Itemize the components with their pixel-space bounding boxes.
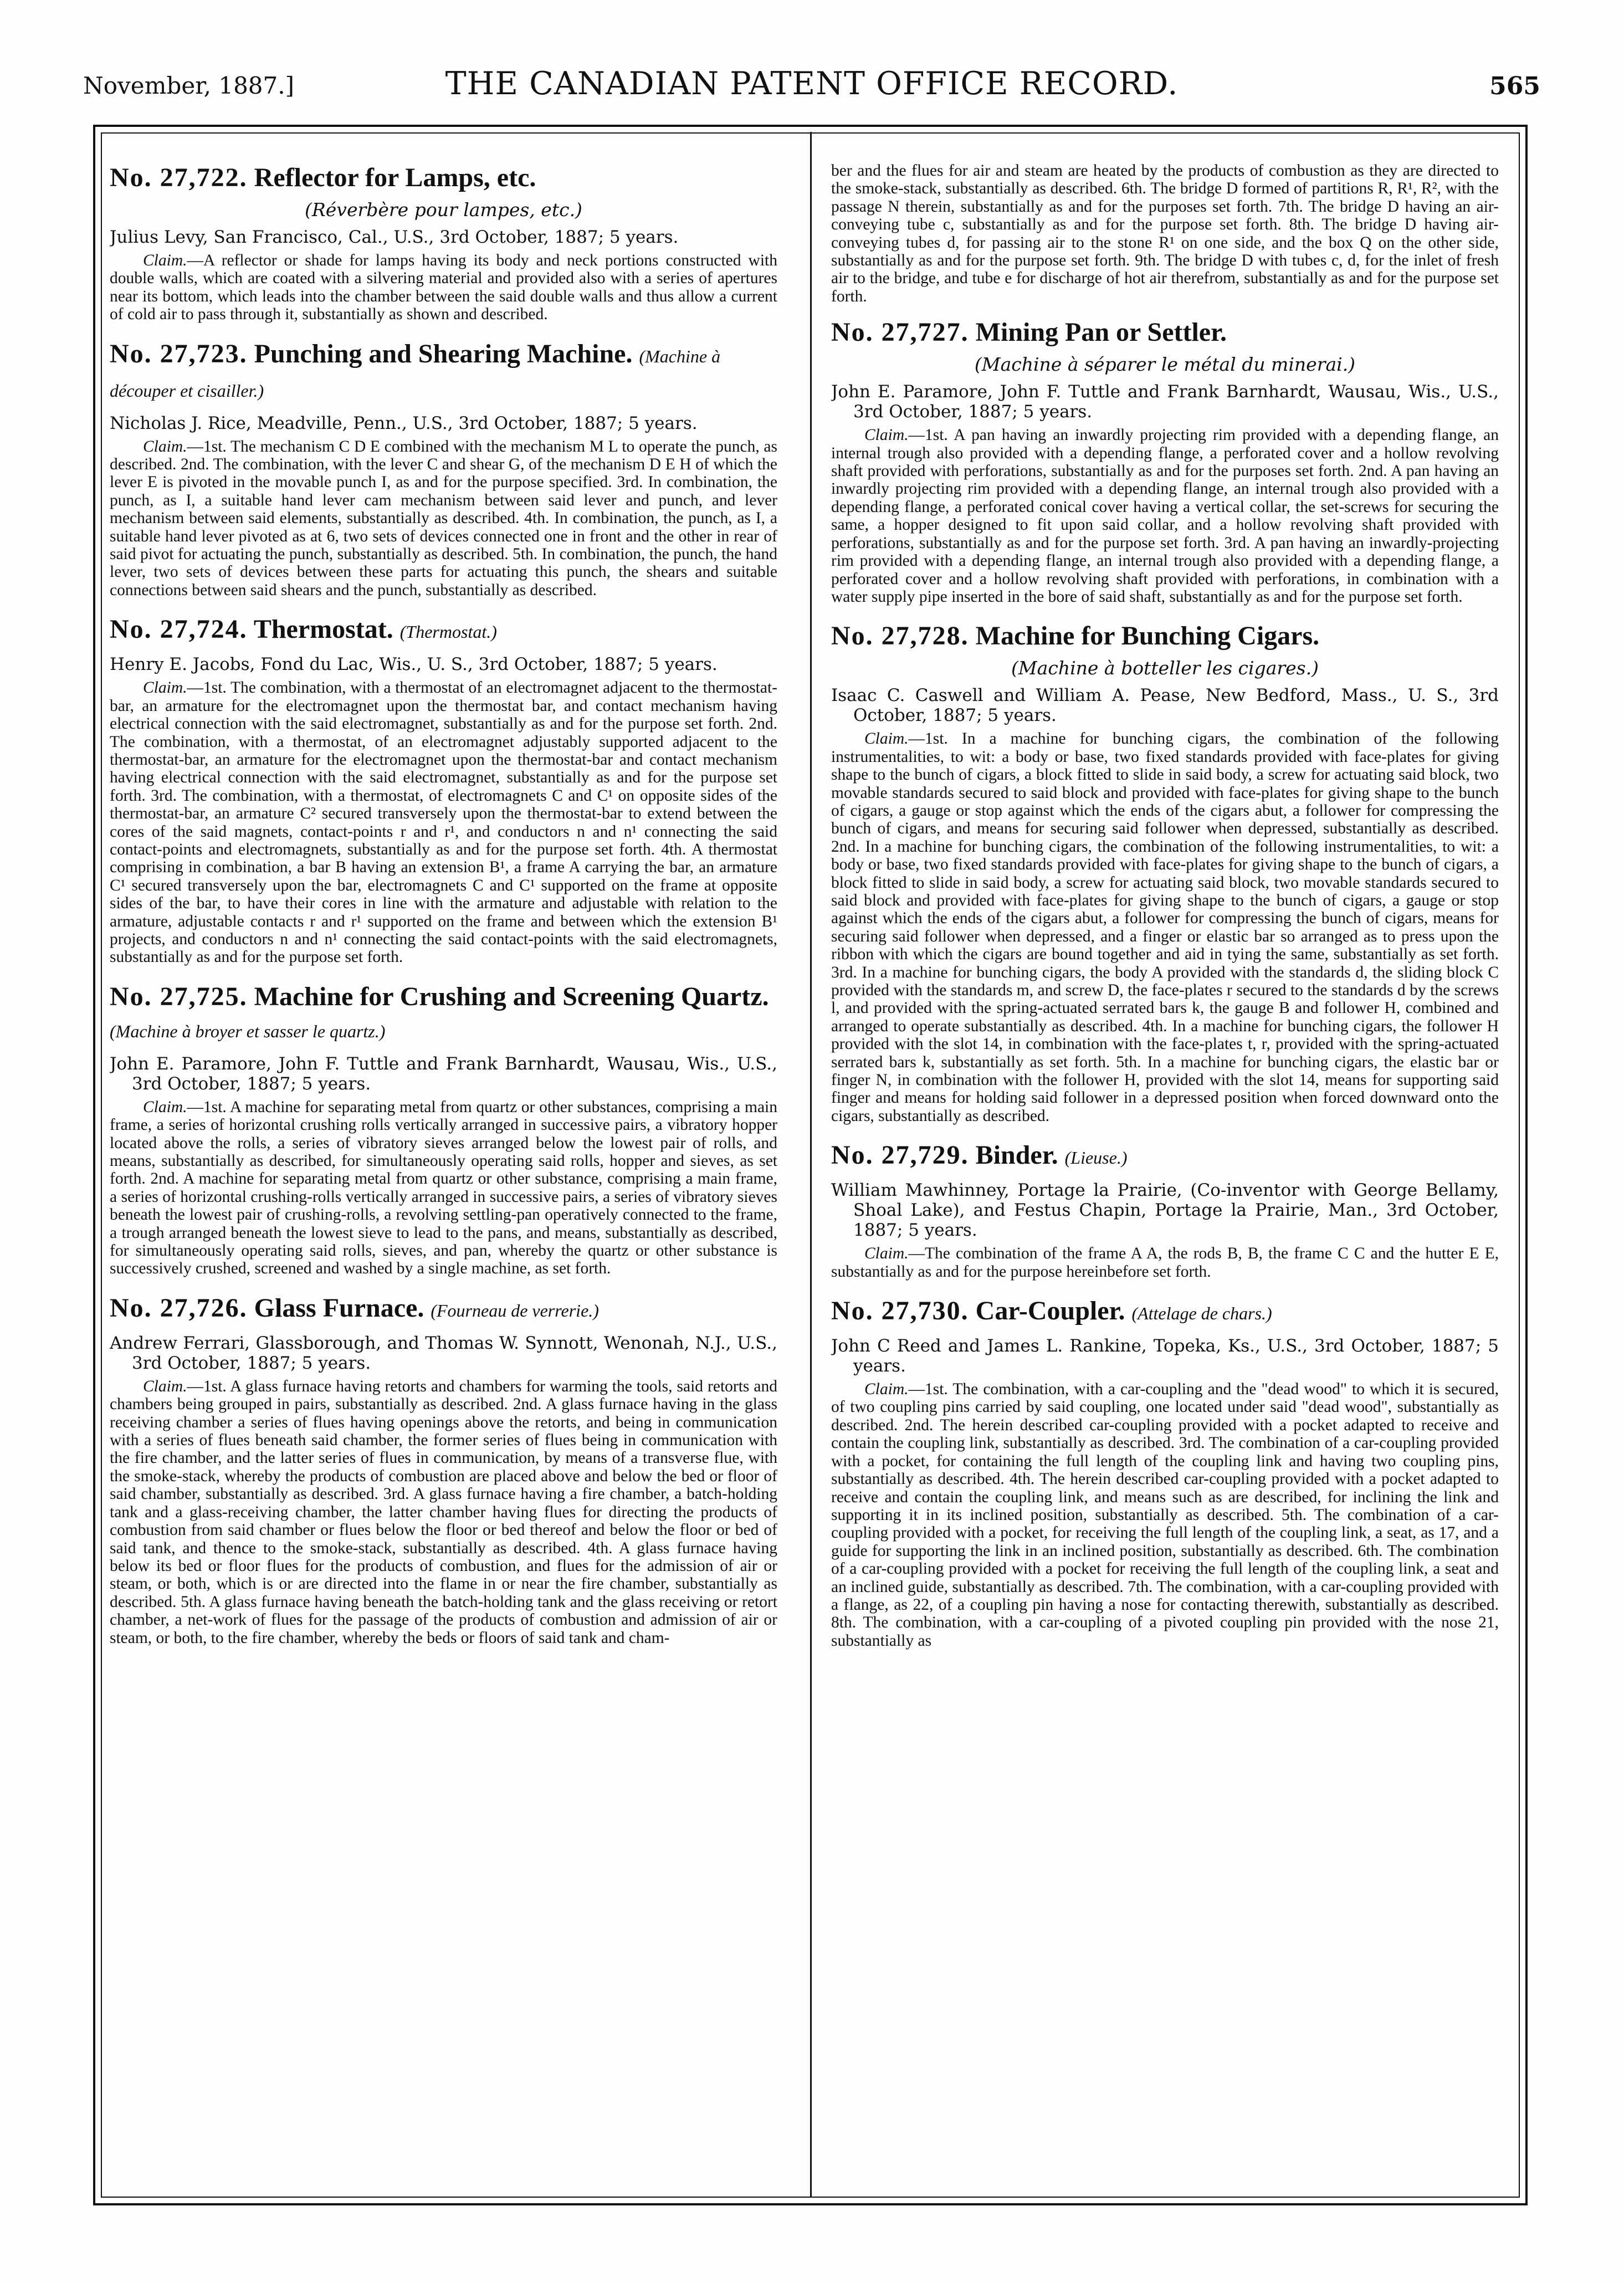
- patent-entry: [110, 162, 777, 324]
- inventors: John E. Paramore, John F. Tuttle and Frank Barnhardt, Wausau, Wis., U.S., 3rd October, 1887; 5 years.: [110, 1053, 777, 1094]
- claim-label: Claim.: [143, 679, 187, 697]
- column-divider: [810, 132, 812, 2198]
- patent-entry: [831, 1139, 1499, 1281]
- claim-label: Claim.: [864, 1245, 909, 1263]
- patent-title: Binder.: [975, 1140, 1058, 1170]
- patent-entry: [110, 613, 777, 966]
- claim-label: Claim.: [864, 730, 909, 748]
- patent-entry: [831, 620, 1499, 1125]
- french-title: (Attelage de chars.): [1131, 1303, 1272, 1324]
- running-head: [83, 51, 1540, 106]
- patent-title: Mining Pan or Settler.: [975, 318, 1227, 347]
- french-title: (Réverbère pour lampes, etc.): [305, 199, 582, 221]
- entry-heading: [110, 1292, 777, 1327]
- patent-entry: [831, 316, 1499, 606]
- patent-title: Car-Coupler.: [975, 1296, 1125, 1326]
- claim-body: —1st. A pan having an inwardly projecting rim provided with a depending flange, an internal trough also provided with a depending flange, a perforated cover and a hollow revolving shaft provided with perforations, substantially as and for the purposes set forth. 2nd. A pan having an inwardly projecting rim provided with a depending flange, an internal trough also provided with a depending flange, a perforated conical cover having a vertical collar, the set-screws for securing the same, a hopper designed to fit upon said collar, and a hollow revolving shaft provided with perforations, substantially as and for the purpose set forth. 3rd. A pan having an inwardly-projecting rim provided with a depending flange, an internal trough also provided with a depending flange, a perforated cover and a hollow revolving shaft provided with perforations, in combination with a water supply pipe inserted in the bore of said shaft, substantially as and for the purpose set forth.: [831, 426, 1499, 606]
- claim-body: —1st. A glass furnace having retorts and chambers for warming the tools, said retorts and chambers being grouped in pairs, substantially as described. 2nd. A glass furnace having in the glass receiving chamber a series of flues having openings above the retorts, and being in communication with a series of flues beneath said chamber, the former series of flues being in communication with the fire chamber, and the latter series of flues in communication, by means of a transverse flue, with the smoke-stack, whereby the products of combustion are placed above and below the bed or floor of said chamber, substantially as described. 3rd. A glass furnace having a fire chamber, a batch-holding tank and a glass-receiving chamber, the latter chamber having flues for directing the products of combustion from said chamber or flues below the floor or bed thereof and below the floor or bed of said tank, and thence to the smoke-stack, substantially as described. 4th. A glass furnace having below its bed or floor flues for the products of combustion, and flues for the admission of air or steam, or both, which is or are directed into the flame in or near the fire chamber, substantially as described. 5th. A glass furnace having beneath the batch-holding tank and the glass receiving or retort chamber, a net-work of flues for the passage of the products of combustion and admission of air or steam, or both, to the fire chamber, whereby the beds or floors of said tank and cham-: [110, 1377, 777, 1647]
- french-title: (Lieuse.): [1064, 1148, 1128, 1168]
- inventors: Andrew Ferrari, Glassborough, and Thomas W. Synnott, Wenonah, N.J., U.S., 3rd October, 1887; 5 years.: [110, 1333, 777, 1373]
- entry-heading: [110, 162, 777, 194]
- claim-text: [831, 1380, 1499, 1650]
- french-title: (Fourneau de verrerie.): [431, 1300, 599, 1320]
- patent-number: No. 27,725.: [110, 981, 248, 1011]
- french-title: (Machine à broyer et sasser le quartz.): [110, 1021, 386, 1041]
- journal-title: THE CANADIAN PATENT OFFICE RECORD.: [445, 65, 1179, 102]
- patent-number: No. 27,730.: [831, 1296, 969, 1326]
- patent-number: No. 27,729.: [831, 1140, 969, 1170]
- claim-body: —1st. The combination, with a thermostat of an electromagnet adjacent to the thermostat-bar, an armature for the electromagnet upon the thermostat bar, and contact mechanism having electrical connection with the said electromagnet, substantially as and for the purpose set forth. 2nd. The combination, with a thermostat, of an electromagnet adjustably supported adjacent to the thermostat-bar, an armature for the electromagnet upon the thermostat-bar and contact mechanism having electrical connection with the said electromagnet, substantially as and for the purpose set forth. 3rd. The combination, with a thermostat, of electromagnets C and C¹ on opposite sides of the thermostat-bar, an armature C² secured transversely upon the thermostat-bar to extend between the cores of the said magnets, contact-points r and r¹, and conductors n and n¹ connecting the said contact-points and electromagnets, substantially as and for the purpose set forth. 4th. A thermostat comprising in combination, a bar B having an extension B¹, a frame A carrying the bar, an armature C¹ secured transversely upon the bar, electromagnets C and C¹ supported on the frame at opposite sides of the bar, to have their cores in line with the armature and adjustable with relation to the armature, adjustable contacts r and r¹ supported on the frame and between which the extension B¹ projects, and conductors n and n¹ connecting the said contact-points with the said electromagnets, substantially as and for the purpose set forth.: [110, 679, 777, 966]
- left-column: [110, 162, 777, 2195]
- claim-text: [110, 1378, 777, 1647]
- claim-body: —1st. In a machine for bunching cigars, the combination of the following instrumentalities, to wit: a body or base, two fixed standards provided with face-plates for giving shape to the bunch of cigars, a block fitted to slide in said body, a screw for actuating said block, two movable standards secured to said block and provided with face-plates for giving shape to the bunch of cigars, a gauge or stop against which the ends of the cigars abut, a follower for compressing the bunch of cigars, and means for securing said follower when depressed, substantially as described. 2nd. In a machine for bunching cigars, the combination of the following instrumentalities, to wit: a body or base, two fixed standards provided with face-plates for giving shape to the bunch of cigars, a block fitted to slide in said body, a screw for actuating said block, two movable standards secured to said block and provided with face-plates for giving shape to the bunch of cigars, a gauge or stop against which the ends of the cigars abut, a follower for compressing the bunch of cigars, means for securing said follower when depressed, and a finger or elastic bar so arranged as to press upon the ribbon with which the cigars are bound together and aid in tying the same, substantially as set forth. 3rd. In a machine for bunching cigars, the body A provided with the standards d, the sliding block C provided with the standards m, and screw D, the face-plates r secured to the standards d by the screws l, and provided with the spring-actuated serrated bars k, the gauge B and follower H, combined and arranged to operate substantially as described. 4th. In a machine for bunching cigars, the follower H provided with the slot 14, in combination with the face-plates t, r, provided with the spring-actuated serrated bars k, substantially as set forth. 5th. In a machine for bunching cigars, the elastic bar or finger N, in combination with the follower H, provided with the slot 14, means for supporting said finger and means for holding said follower in a depressed position when forced downward onto the cigars, substantially as described.: [831, 730, 1499, 1125]
- continuation-text: ber and the flues for air and steam are heated by the products of combustion as they are directed to the smoke-stack, substantially as described. 6th. The bridge D formed of partitions R, R¹, R², with the passage N therein, substantially as and for the purposes set forth. 7th. The bridge D having an air-conveying tube c, substantially as and for the purpose set forth. 8th. The bridge D having air-conveying tubes d, for passing air to the stone R¹ on one side, and the box Q on the other side, substantially as and for the purpose set forth. 9th. The bridge D with tubes c, d, for the inlet of fresh air to the bridge, and tube e for discharge of hot air therefrom, substantially as and for the purpose set forth.: [831, 162, 1499, 305]
- claim-body: —1st. The combination, with a car-coupling and the "dead wood" to which it is secured, of two coupling pins carried by said coupling, one located under said "dead wood", substantially as described. 2nd. The herein described car-coupling provided with a pocket adapted to receive and contain the coupling link, substantially as described. 3rd. The combination of a car-coupling provided with a pocket, for containing the full length of the coupling link and having two coupling pins, substantially as described. 4th. The herein described car-coupling provided with a pocket adapted to receive and contain the coupling link, and means such as are described, for inclining the link and supporting it in its inclined position, substantially as described. 5th. The combination of a car-coupling provided with a pocket, for receiving the full length of the coupling link, a seat, as 17, and a guide for supporting the link in an inclined position, substantially as described. 6th. The combination of a car-coupling provided with a pocket for receiving the full length of the coupling link, a seat and an inclined guide, substantially as described. 7th. The combination, with a car-coupling provided with a flange, as 22, of a coupling pin having a nose for contacting therewith, substantially as described. 8th. The combination, with a car-coupling of a pivoted coupling pin provided with the nose 21, substantially as: [831, 1380, 1499, 1650]
- patent-number: No. 27,723.: [110, 339, 248, 368]
- page-date: November, 1887.]: [83, 72, 294, 99]
- patent-entry: [110, 338, 777, 600]
- claim-label: Claim.: [864, 426, 909, 444]
- inventors: John E. Paramore, John F. Tuttle and Frank Barnhardt, Wausau, Wis., U.S., 3rd October, 1887; 5 years.: [831, 382, 1499, 422]
- claim-text: [831, 1245, 1499, 1281]
- claim-body: —1st. A machine for separating metal from quartz or other substances, comprising a main frame, a series of horizontal crushing rolls vertically arranged in successive pairs, a vibratory hopper located above the rolls, a series of vibratory sieves arranged below the lowest pair of rolls, and means, substantially as described, for simultaneously operating said rolls, hopper and sieves, as set forth. 2nd. A machine for separating metal from quartz or other substance, comprising a main frame, a series of horizontal crushing-rolls vertically arranged in successive pairs, a series of vibratory sieves beneath the lowest pair of crushing-rolls, a revolving settling-pan operatively connected to the frame, a trough arranged beneath the lowest sieve to lead to the pans, and means, substantially as described, for simultaneously operating said rolls, sieves, and pan, whereby the quartz or other substance is successively crushed, screened and washed by a single machine, as set forth.: [110, 1098, 777, 1278]
- claim-body: —The combination of the frame A A, the rods B, B, the frame C C and the hutter E E, substantially as and for the purpose hereinbefore set forth.: [831, 1245, 1499, 1281]
- french-title: (Machine à découper et cisailler.): [110, 346, 721, 401]
- claim-text: [110, 1098, 777, 1278]
- patent-number: No. 27,726.: [110, 1293, 248, 1323]
- claim-label: Claim.: [864, 1380, 909, 1399]
- claim-body: —A reflector or shade for lamps having its body and neck portions constructed with double walls, which are coated with a silvering material and provided also with a series of apertures near its bottom, which leads into the chamber between the said double walls and thus allow a current of cold air to pass through it, substantially as shown and described.: [110, 252, 777, 324]
- claim-label: Claim.: [143, 437, 187, 455]
- claim-label: Claim.: [143, 1098, 187, 1116]
- claim-text: [110, 679, 777, 966]
- claim-label: Claim.: [143, 1377, 187, 1395]
- patent-number: No. 27,724.: [110, 615, 248, 644]
- patent-title: Machine for Bunching Cigars.: [975, 621, 1320, 651]
- french-title: (Thermostat.): [399, 622, 497, 642]
- claim-text: [110, 252, 777, 324]
- patent-title: Reflector for Lamps, etc.: [254, 163, 536, 192]
- claim-label: Claim.: [143, 252, 187, 269]
- patent-title: Glass Furnace.: [254, 1293, 424, 1323]
- entry-heading: [110, 981, 777, 1047]
- page-number: 565: [1489, 72, 1540, 100]
- entry-heading: [831, 316, 1499, 349]
- patent-title: Machine for Crushing and Screening Quartz.: [254, 981, 769, 1011]
- patent-title: Punching and Shearing Machine.: [254, 339, 633, 368]
- patent-number: No. 27,722.: [110, 163, 248, 192]
- inventors: Nicholas J. Rice, Meadville, Penn., U.S., 3rd October, 1887; 5 years.: [110, 413, 698, 433]
- entry-heading: [831, 620, 1499, 652]
- patent-entry: [110, 1292, 777, 1647]
- entry-heading: [110, 613, 777, 648]
- inventors: William Mawhinney, Portage la Prairie, (Co-inventor with George Bellamy, Shoal Lake), and Festus Chapin, Portage la Prairie, Man., 3rd October, 1887; 5 years.: [831, 1180, 1499, 1241]
- patent-number: No. 27,728.: [831, 621, 969, 651]
- claim-text: [831, 730, 1499, 1125]
- entry-heading: [831, 1295, 1499, 1329]
- patent-number: No. 27,727.: [831, 318, 969, 347]
- french-title: (Machine à botteller les cigares.): [1011, 657, 1319, 679]
- patent-entry: [831, 1295, 1499, 1650]
- claim-text: [831, 426, 1499, 606]
- french-title: (Machine à séparer le métal du minerai.): [974, 354, 1356, 376]
- inventors: Henry E. Jacobs, Fond du Lac, Wis., U. S., 3rd October, 1887; 5 years.: [110, 654, 718, 675]
- patent-title: Thermostat.: [253, 615, 393, 644]
- inventors: Isaac C. Caswell and William A. Pease, New Bedford, Mass., U. S., 3rd October, 1887; 5 years.: [831, 685, 1499, 726]
- entry-heading: [831, 1139, 1499, 1174]
- entry-heading: [110, 338, 777, 407]
- inventors: Julius Levy, San Francisco, Cal., U.S., 3rd October, 1887; 5 years.: [110, 227, 679, 247]
- right-column: [831, 162, 1499, 2195]
- patent-entry: [110, 981, 777, 1278]
- inventors: John C Reed and James L. Rankine, Topeka, Ks., U.S., 3rd October, 1887; 5 years.: [831, 1336, 1499, 1376]
- claim-text: [110, 438, 777, 600]
- claim-body: —1st. The mechanism C D E combined with the mechanism M L to operate the punch, as described. 2nd. The combination, with the lever C and shear G, of the mechanism D E H of which the lever E is pivoted in the movable punch I, as and for the purpose specified. 3rd. In combination, the punch, as I, a suitable hand lever cam mechanism between said lever and punch, and lever mechanism between said elements, substantially as described. 4th. In combination, the punch, as I, a suitable hand lever pivoted as at 6, two sets of devices connected one in front and the other in rear of said pivot for actuating the punch, substantially as described. 5th. In combination, the punch, the hand lever, two sets of devices between these parts for actuating this punch, the shears and suitable connections between said shears and the punch, substantially as described.: [110, 437, 777, 599]
